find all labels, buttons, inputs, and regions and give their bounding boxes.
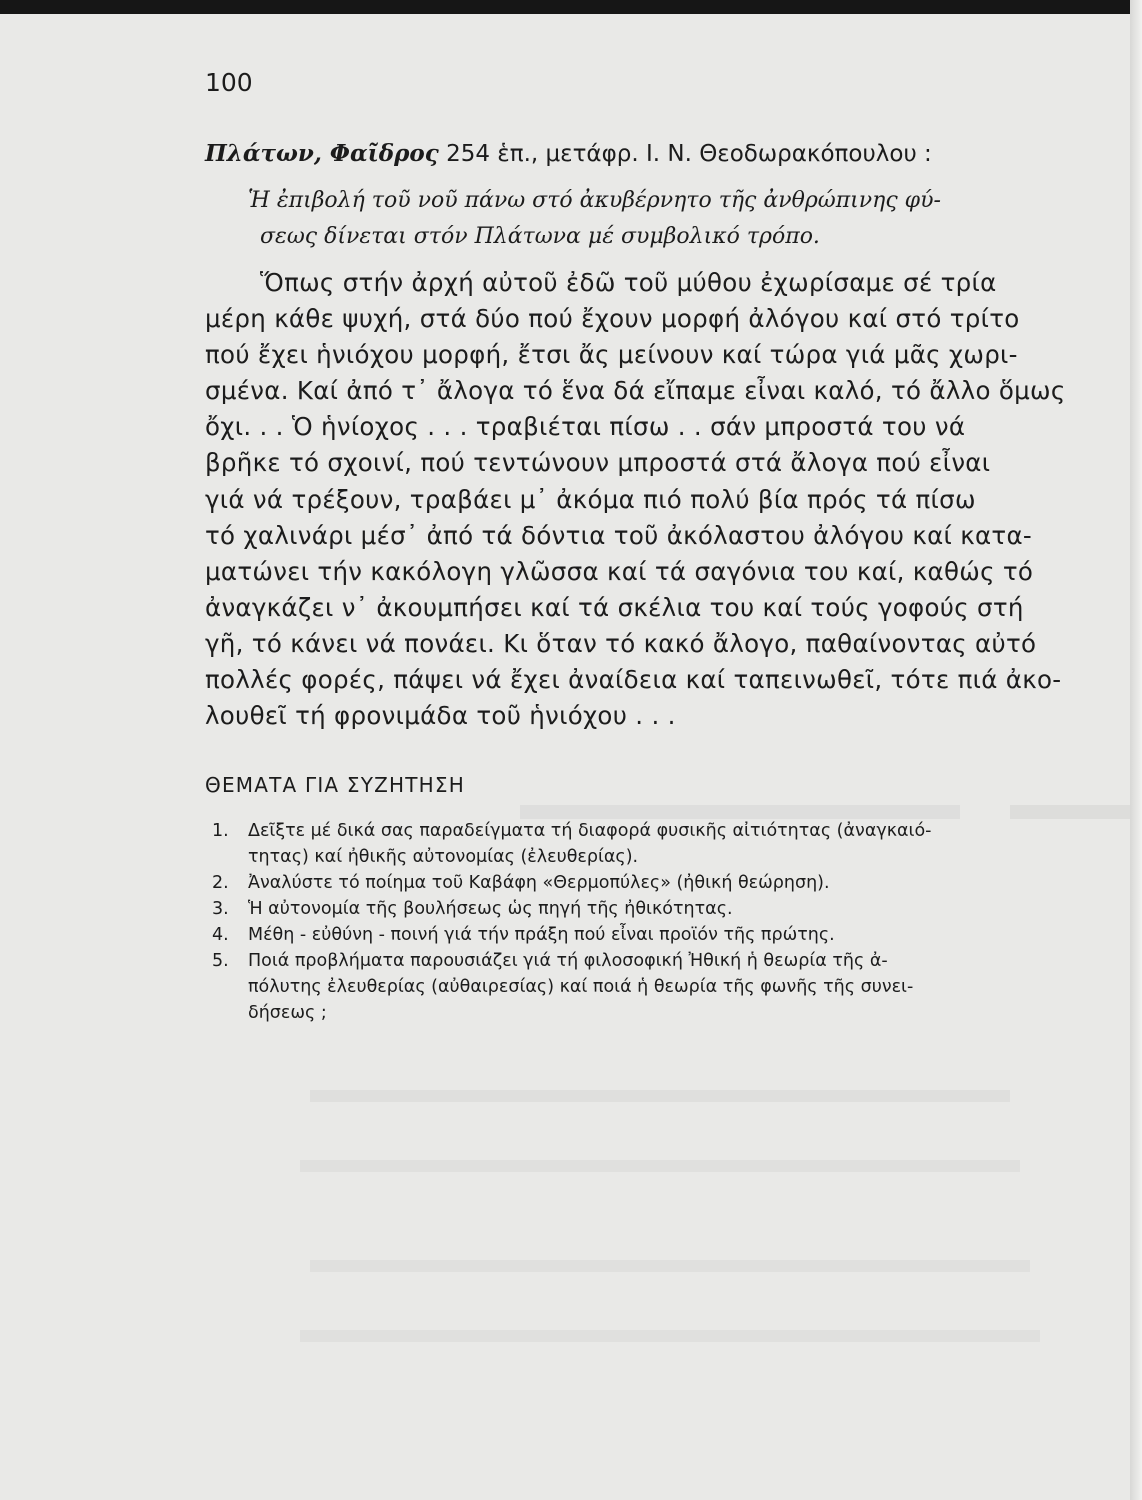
item-line: τητας) καί ἠθικῆς αὐτονομίας (ἐλευθερίας). — [248, 847, 639, 867]
citation-author-work: Πλάτων, Φαῖδρος — [205, 140, 439, 167]
excerpt-body — [205, 265, 1066, 734]
body-line: τό χαλινάρι μέσ᾽ ἀπό τά δόντια τοῦ ἀκόλαστου ἀλόγου καί κατα- — [205, 520, 1033, 550]
body-line: γῆ, τό κάνει νά πονάει. Κι ὅταν τό κακό ἄλογο, παθαίνοντας αὐτό — [205, 628, 1037, 658]
scan-top-border — [0, 0, 1142, 14]
item-number: 4. — [212, 925, 229, 945]
item-number: 2. — [212, 873, 229, 893]
excerpt-summary — [248, 183, 1050, 255]
summary-line: Ἡ ἐπιβολή τοῦ νοῦ πάνω στό ἀκυβέρνητο τῆς ἀνθρώπινης φύ- — [248, 188, 941, 213]
body-line: ἀναγκάζει ν᾽ ἀκουμπήσει καί τά σκέλια του καί τούς γοφούς στή — [205, 592, 1024, 622]
body-line: σμένα. Καί ἀπό τ᾽ ἄλογα τό ἕνα δά εἴπαμε εἶναι καλό, τό ἄλλο ὅμως — [205, 376, 1066, 406]
list-item — [212, 870, 1062, 896]
list-item — [212, 922, 1062, 948]
body-line: ματώνει τήν κακόλογη γλῶσσα καί τά σαγόνια του καί, καθώς τό — [205, 556, 1034, 586]
item-line: Ποιά προβλήματα παρουσιάζει γιά τή φιλοσοφική Ἠθική ἡ θεωρία τῆς ἀ- — [248, 951, 888, 971]
item-line: Δεῖξτε μέ δικά σας παραδείγματα τή διαφορά φυσικῆς αἰτιότητας (ἀναγκαιό- — [248, 821, 932, 841]
discussion-heading: ΘΕΜΑΤΑ ΓΙΑ ΣΥΖΗΤΗΣΗ — [205, 773, 465, 797]
body-line: λουθεῖ τή φρονιμάδα τοῦ ἡνιόχου . . . — [205, 701, 676, 731]
citation — [205, 140, 1065, 167]
item-line: δήσεως ; — [248, 1003, 327, 1023]
list-item — [212, 948, 1062, 1026]
item-number: 5. — [212, 951, 229, 971]
item-number: 3. — [212, 899, 229, 919]
body-line: πολλές φορές, πάψει νά ἔχει ἀναίδεια καί ταπεινωθεῖ, τότε πιά ἀκο- — [205, 665, 1062, 695]
body-line: μέρη κάθε ψυχή, στά δύο πού ἔχουν μορφή ἀλόγου καί στό τρίτο — [205, 304, 1020, 334]
item-line: πόλυτης ἐλευθερίας (αὐθαιρεσίας) καί ποιά ἡ θεωρία τῆς φωνῆς τῆς συνει- — [248, 977, 914, 997]
page-number: 100 — [205, 68, 253, 97]
citation-reference: 254 ἑπ., μετάφρ. Ι. Ν. Θεοδωρακόπουλου : — [438, 141, 932, 167]
item-line: Ἡ αὐτονομία τῆς βουλήσεως ὡς πηγή τῆς ἠθικότητας. — [248, 899, 733, 919]
body-line: γιά νά τρέξουν, τραβάει μ᾽ ἀκόμα πιό πολύ βία πρός τά πίσω — [205, 484, 976, 514]
body-line: βρῆκε τό σχοινί, πού τεντώνουν μπροστά στά ἄλογα πού εἶναι — [205, 448, 991, 478]
summary-line: σεως δίνεται στόν Πλάτωνα μέ συμβολικό τρόπο. — [260, 224, 820, 249]
body-line: ὄχι. . . Ὁ ἡνίοχος . . . τραβιέται πίσω . . σάν μπροστά του νά — [205, 412, 966, 442]
scan-right-edge — [1130, 0, 1142, 1500]
item-line: Μέθη - εὐθύνη - ποινή γιά τήν πράξη πού εἶναι προϊόν τῆς πρώτης. — [248, 925, 835, 945]
item-number: 1. — [212, 821, 229, 841]
body-line: Ὅπως στήν ἀρχή αὐτοῦ ἐδῶ τοῦ μύθου ἐχωρίσαμε σέ τρία — [260, 268, 997, 297]
list-item — [212, 818, 1062, 870]
item-line: Ἀναλύστε τό ποίημα τοῦ Καβάφη «Θερμοπύλες» (ἠθική θεώρηση). — [248, 873, 830, 893]
list-item — [212, 896, 1062, 922]
discussion-list — [212, 818, 1062, 1026]
body-line: πού ἔχει ἡνιόχου μορφή, ἔτσι ἄς μείνουν καί τώρα γιά μᾶς χωρι- — [205, 340, 1018, 370]
